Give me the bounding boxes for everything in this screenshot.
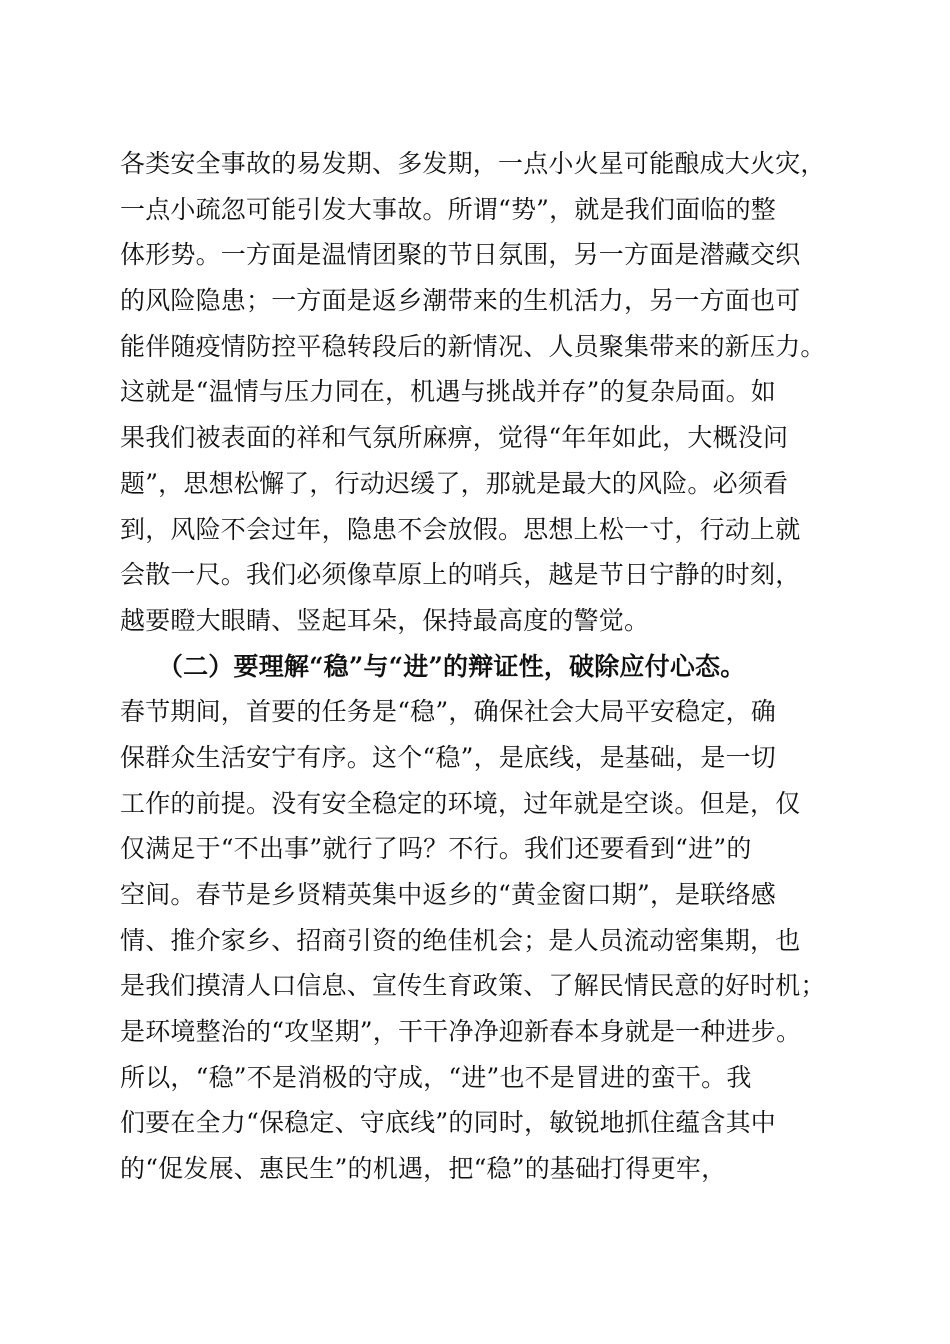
- text-line: 保群众生活安宁有序。这个“稳”，是底线，是基础，是一切: [120, 742, 776, 772]
- text-line: 体形势。一方面是温情团聚的节日氛围，另一方面是潜藏交织: [120, 240, 801, 270]
- text-line: 所以，“稳”不是消极的守成，“进”也不是冒进的蛮干。我: [120, 1062, 752, 1092]
- text-line: 一点小疏忽可能引发大事故。所谓“势”，就是我们面临的整: [120, 194, 776, 224]
- text-line: 越要瞪大眼睛、竖起耳朵，保持最高度的警觉。: [120, 605, 650, 635]
- text-line: 这就是“温情与压力同在，机遇与挑战并存”的复杂局面。如: [120, 377, 776, 407]
- text-line: 的“促发展、惠民生”的机遇，把“稳”的基础打得更牢，: [120, 1154, 727, 1184]
- text-line: 春节期间，首要的任务是“稳”，确保社会大局平安稳定，确: [120, 697, 776, 727]
- section-heading: （二）要理解“稳”与“进”的辩证性，破除应付心态。: [120, 651, 746, 681]
- text-line: 工作的前提。没有安全稳定的环境，过年就是空谈。但是，仅: [120, 788, 801, 818]
- text-line: 空间。春节是乡贤精英集中返乡的“黄金窗口期”，是联络感: [120, 880, 776, 909]
- text-line: 各类安全事故的易发期、多发期，一点小火星可能酿成大火灾，: [120, 149, 826, 178]
- text-line: 仅满足于“不出事”就行了吗？不行。我们还要看到“进”的: [120, 834, 752, 864]
- text-line: 们要在全力“保稳定、守底线”的同时，敏锐地抓住蕴含其中: [120, 1108, 776, 1138]
- text-line: 是环境整治的“攻坚期”，干干净净迎新春本身就是一种进步。: [120, 1017, 802, 1047]
- text-line: 题”，思想松懈了，行动迟缓了，那就是最大的风险。必须看: [120, 468, 789, 498]
- text-line: 是我们摸清人口信息、宣传生育政策、了解民情民意的好时机；: [120, 971, 826, 1001]
- text-line: 能伴随疫情防控平稳转段后的新情况、人员聚集带来的新压力。: [120, 331, 826, 361]
- text-line: 情、推介家乡、招商引资的绝佳机会；是人员流动密集期，也: [120, 925, 801, 955]
- text-line: 果我们被表面的祥和气氛所麻痹，觉得“年年如此，大概没问: [120, 423, 789, 453]
- body-text: [120, 141, 840, 1192]
- text-line: 到，风险不会过年，隐患不会放假。思想上松一寸，行动上就: [120, 514, 801, 544]
- text-line: 会散一尺。我们必须像草原上的哨兵，越是节日宁静的时刻，: [120, 560, 801, 590]
- text-line: 的风险隐患；一方面是返乡潮带来的生机活力，另一方面也可: [120, 286, 801, 316]
